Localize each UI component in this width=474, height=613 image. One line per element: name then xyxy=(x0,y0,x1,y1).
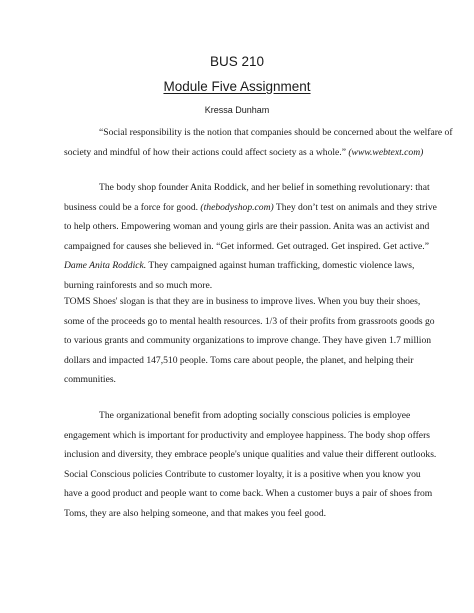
text-run: TOMS Shoes' slogan is that they are in business to improve lives. When you buy their shoes, xyxy=(64,296,421,307)
text-run: to various grants and community organizations to improve change. They have given 1.7 million xyxy=(64,335,432,346)
author-name: Kressa Dunham xyxy=(204,105,270,115)
paragraph-2-line xyxy=(64,280,212,292)
paragraph-3-line xyxy=(64,335,431,347)
text-run: “Social responsibility is the notion that companies should be concerned about the welfare of xyxy=(99,127,453,138)
text-run: They don’t test on animals and they strive xyxy=(273,201,437,213)
italic-text: Dame Anita Roddick. xyxy=(64,260,147,271)
paragraph-2-line xyxy=(64,241,429,253)
italic-text: (www.webtext.com) xyxy=(348,146,424,158)
paragraph-1-line xyxy=(64,147,423,159)
text-run: dollars and impacted 147,510 people. Toms care about people, the planet, and helping their xyxy=(64,354,414,366)
text-run: burning rainforests and so much more. xyxy=(64,279,213,291)
text-run: inclusion and diversity, they embrace people's unique qualities and value their different outlooks. xyxy=(64,449,437,460)
paragraph-4-line xyxy=(64,508,326,520)
text-run: engagement which is important for productivity and employee happiness. The body shop offers xyxy=(64,429,430,441)
text-run: some of the proceeds go to mental health resources. 1/3 of their profits from grassroots goods go xyxy=(64,315,435,327)
text-run: campaigned for causes she believed in. “Get informed. Get outraged. Get inspired. Get active.” xyxy=(64,240,429,252)
paragraph-1-line xyxy=(99,127,453,139)
text-run: society and mindful of how their actions could affect society as a whole.” xyxy=(64,146,349,158)
paragraph-3-line xyxy=(64,316,435,328)
text-run: Toms, they are also helping someone, and that makes you feel good. xyxy=(64,507,327,519)
text-run: communities. xyxy=(64,374,116,385)
text-run: have a good product and people want to come back. When a customer buys a pair of shoes from xyxy=(64,488,433,499)
paragraph-3-line xyxy=(64,374,116,386)
paragraph-4-line xyxy=(99,410,410,422)
paragraph-2-line xyxy=(99,182,430,194)
italic-text: (thebodyshop.com) xyxy=(200,201,274,213)
text-run: Social Conscious policies Contribute to customer loyalty, it is a positive when you know you xyxy=(64,468,421,480)
text-run: The body shop founder Anita Roddick, and her belief in something revolutionary: that xyxy=(99,182,430,193)
text-run: to help others. Empowering woman and young girls are their passion. Anita was an activist and xyxy=(64,221,430,232)
paragraph-2-line xyxy=(64,260,414,272)
assignment-title: Module Five Assignment xyxy=(163,79,311,94)
paragraph-4-line xyxy=(64,469,421,481)
text-run: business could be a force for good. xyxy=(64,201,201,213)
course-title: BUS 210 xyxy=(209,54,265,69)
paragraph-3-line xyxy=(64,355,414,367)
paragraph-2-line xyxy=(64,202,437,214)
paragraph-4-line xyxy=(64,488,432,500)
paragraph-2-line xyxy=(64,221,429,233)
paragraph-3-line xyxy=(64,296,420,308)
text-run: They campaigned against human trafficking, domestic violence laws, xyxy=(146,260,415,271)
paragraph-4-line xyxy=(64,430,430,442)
paragraph-4-line xyxy=(64,449,436,461)
text-run: The organizational benefit from adopting socially conscious policies is employee xyxy=(99,410,411,421)
